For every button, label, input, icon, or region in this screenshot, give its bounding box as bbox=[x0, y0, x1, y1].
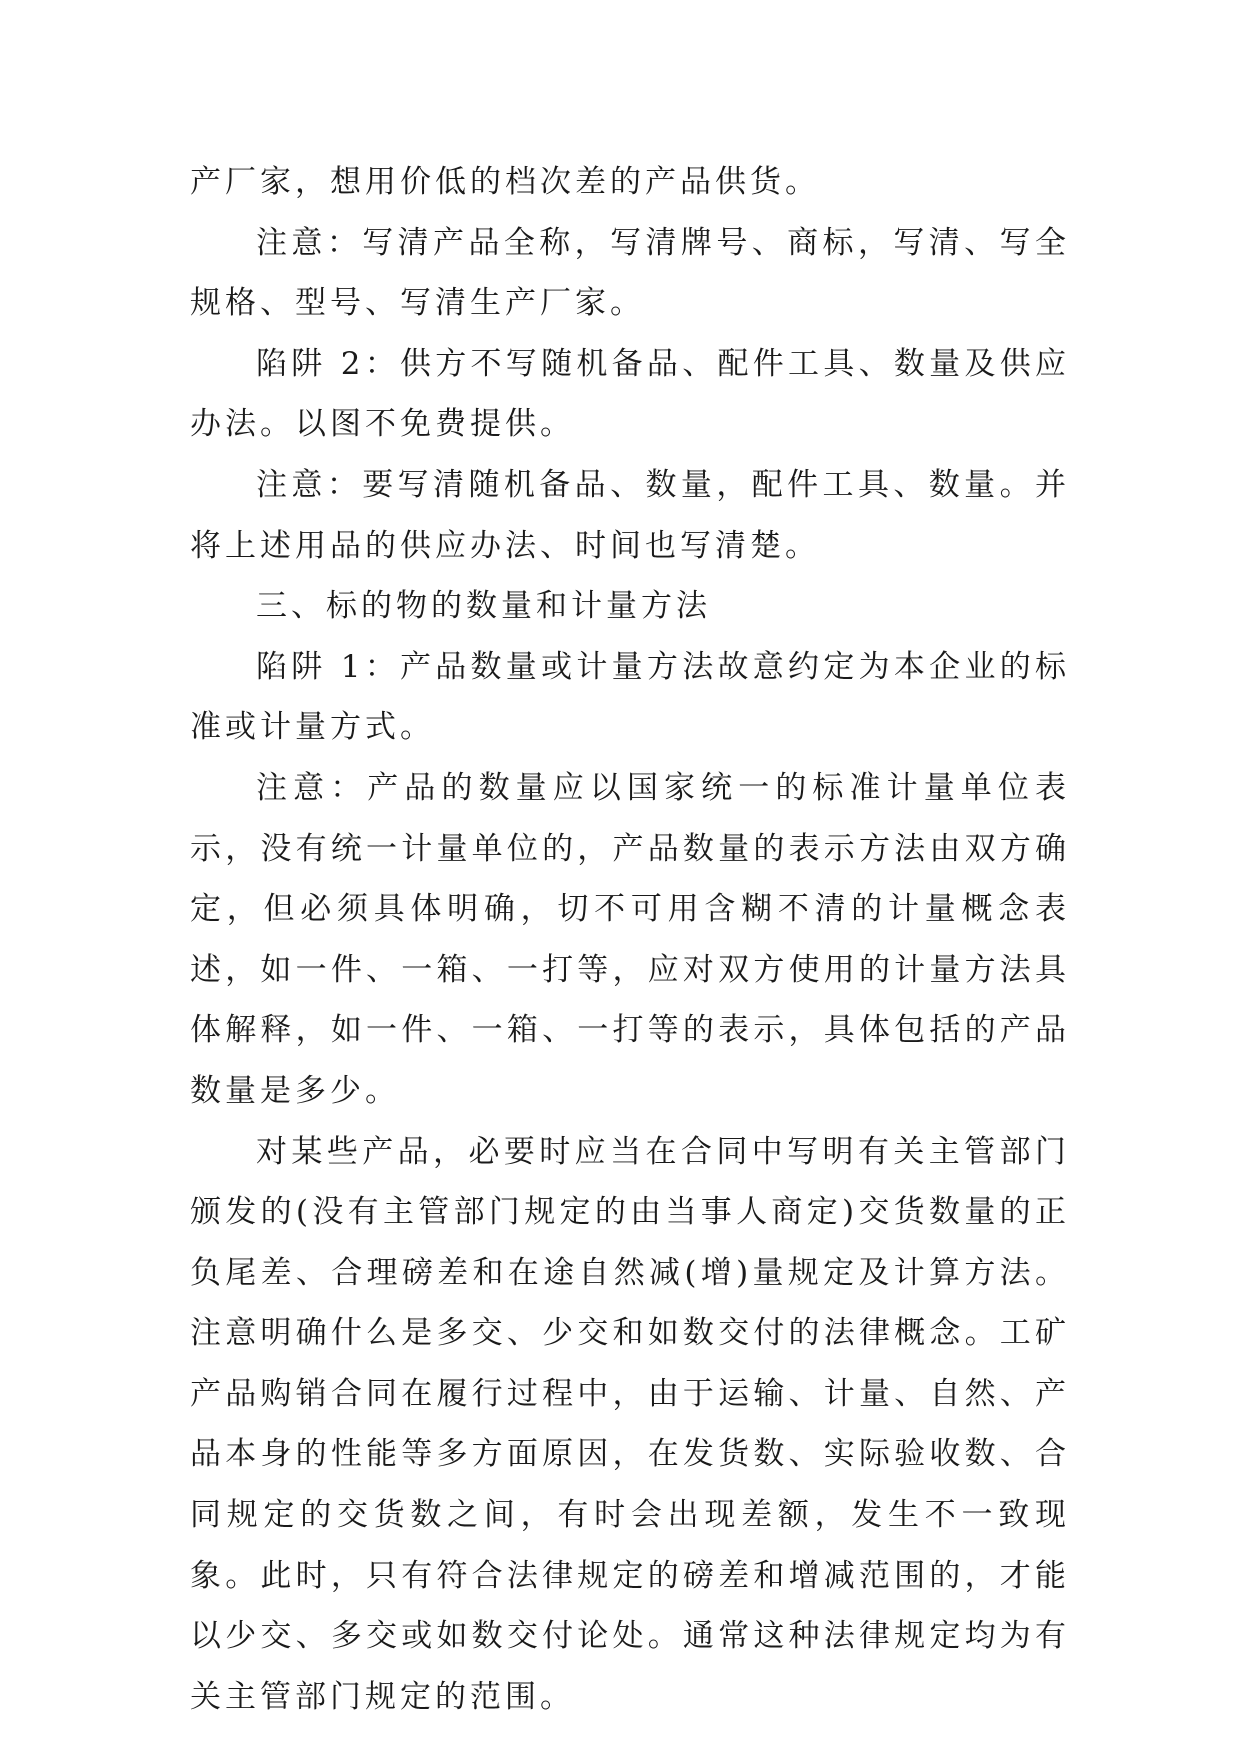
paragraph-note-product-name: 注意：写清产品全称，写清牌号、商标，写清、写全规格、型号、写清生产厂家。 bbox=[190, 224, 1070, 322]
paragraph-tolerance-rules: 对某些产品，必要时应当在合同中写明有关主管部门颁发的(没有主管部门规定的由当事人商定)交货数量的正负尾差、合理磅差和在途自然减(增)量规定及计算方法。注意明确什么是多交、少交和如数交付的法律概念。工矿产品购销合同在履行过程中，由于运输、计量、自然、产品本身的性能等多方面原因，在发货数、实际验收数、合同规定的交货数之间，有时会出现差额，发生不一致现象。此时，只有符合法律规定的磅差和增减范围的，才能以少交、多交或如数交付论处。通常这种法律规定均为有关主管部门规定的范围。 bbox=[190, 1133, 1070, 1715]
paragraph-note-spare-parts: 注意：要写清随机备品、数量，配件工具、数量。并将上述用品的供应办法、时间也写清楚。 bbox=[190, 466, 1070, 564]
body-text bbox=[190, 152, 1070, 1727]
section-heading-quantity: 三、标的物的数量和计量方法 bbox=[256, 588, 711, 625]
paragraph-continuation: 产厂家，想用价低的档次差的产品供货。 bbox=[190, 164, 820, 200]
paragraph-trap-2: 陷阱 2：供方不写随机备品、配件工具、数量及供应办法。以图不免费提供。 bbox=[190, 345, 1070, 443]
paragraph-trap-1: 陷阱 1：产品数量或计量方法故意约定为本企业的标准或计量方式。 bbox=[190, 648, 1070, 746]
paragraph-note-quantity-units: 注意：产品的数量应以国家统一的标准计量单位表示，没有统一计量单位的，产品数量的表示方法由双方确定，但必须具体明确，切不可用含糊不清的计量概念表述，如一件、一箱、一打等，应对双方使用的计量方法具体解释，如一件、一箱、一打等的表示，具体包括的产品数量是多少。 bbox=[190, 769, 1070, 1109]
